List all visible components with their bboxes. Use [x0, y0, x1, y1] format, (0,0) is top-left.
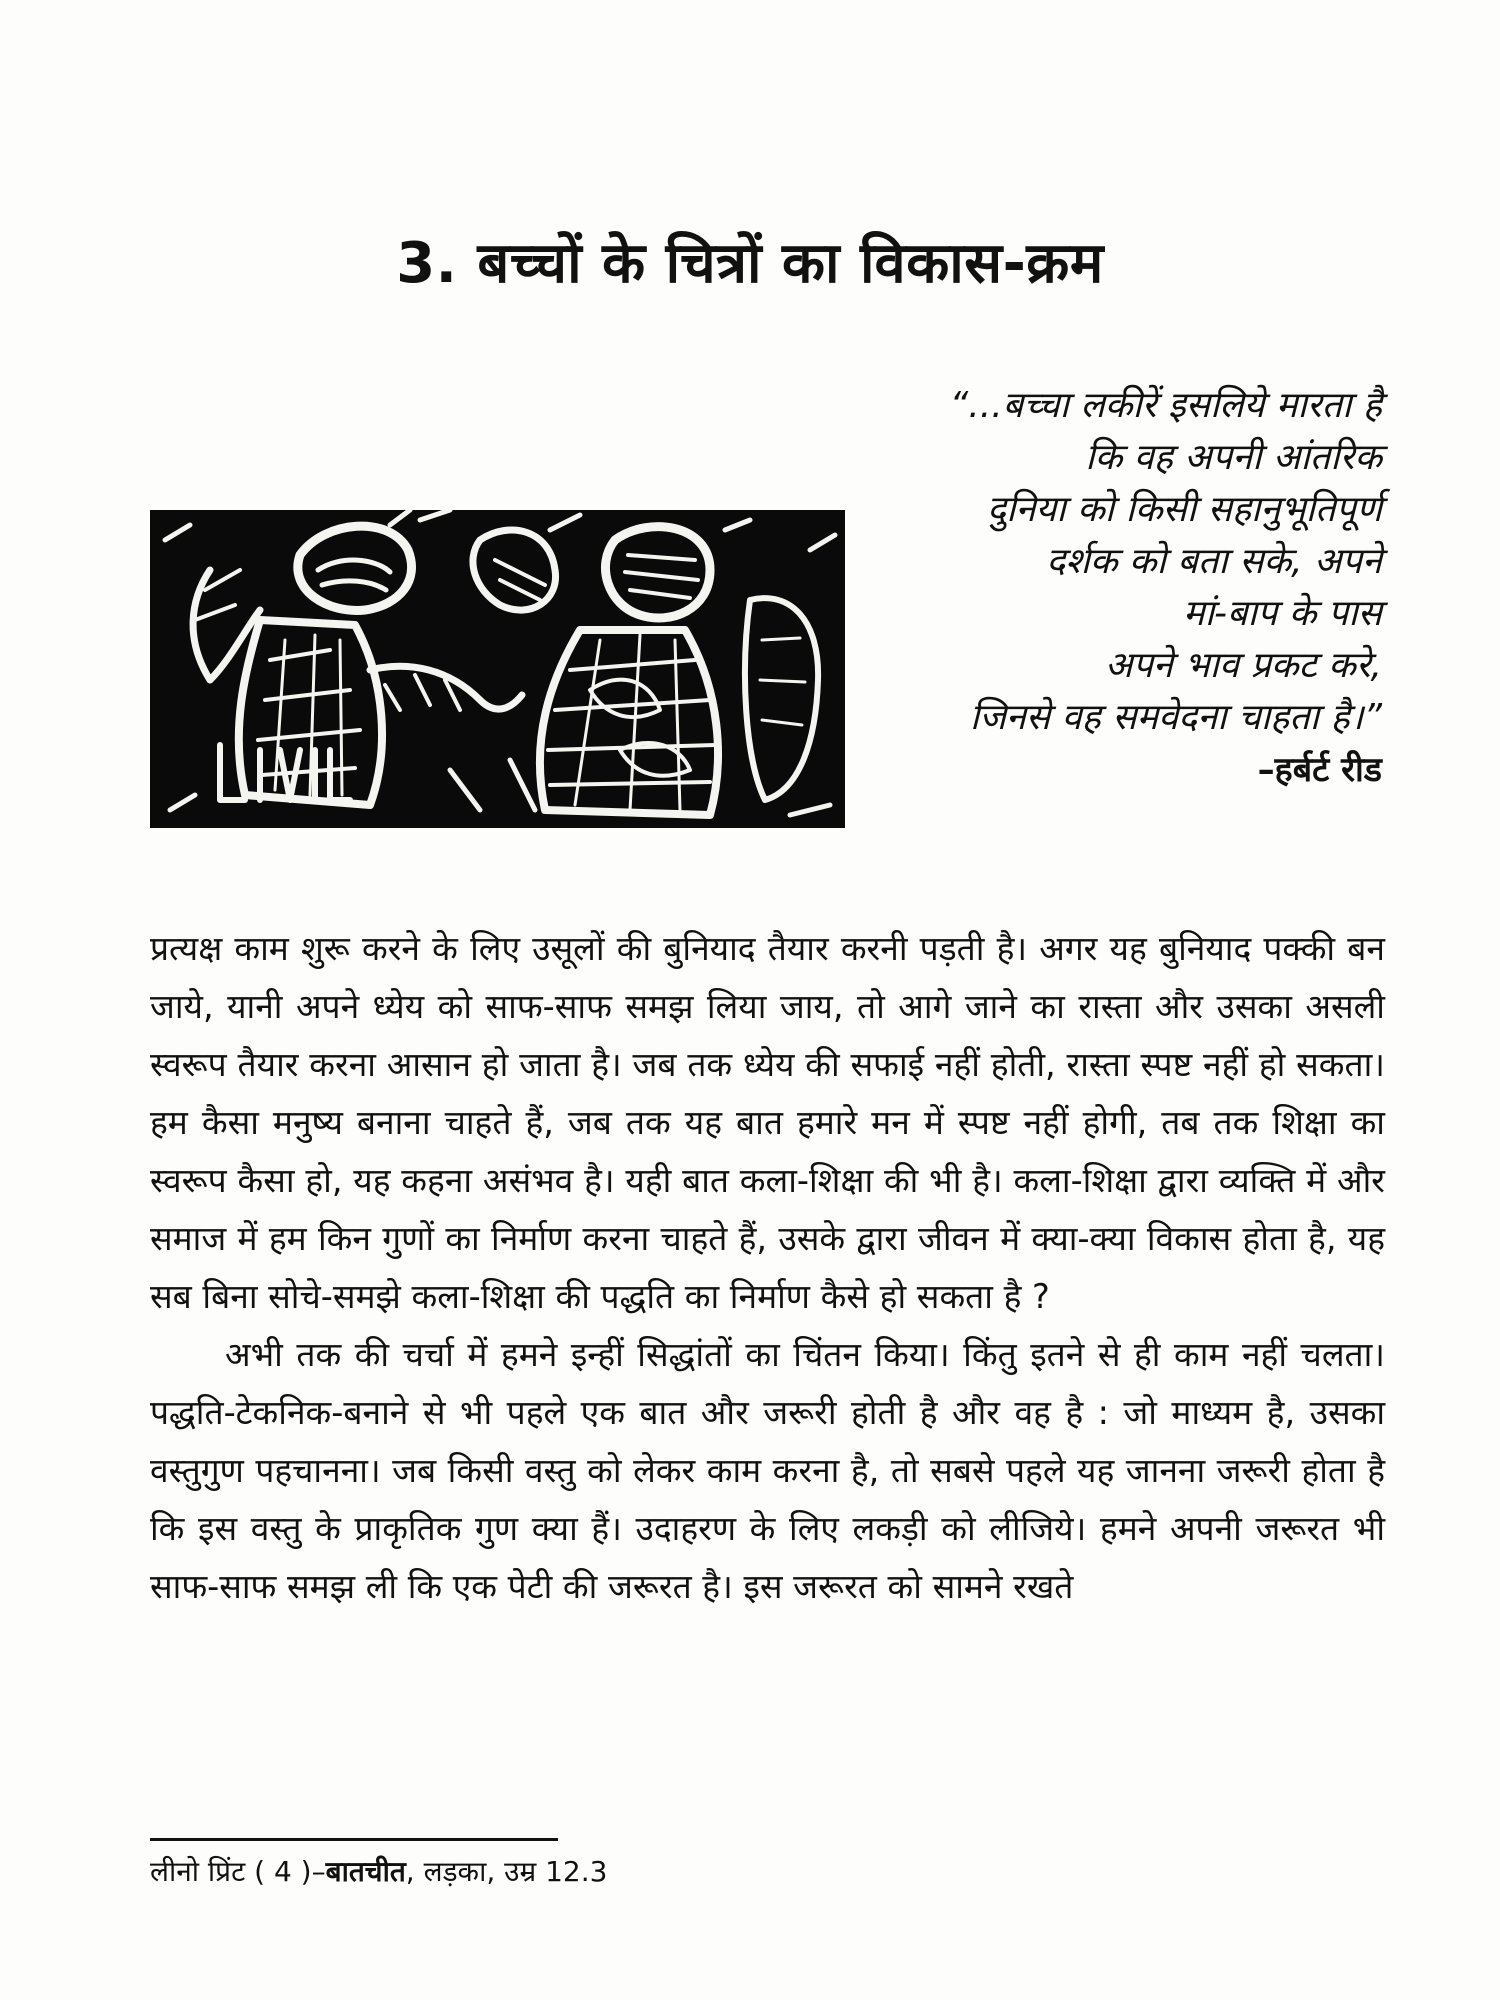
- caption-prefix: लीनो प्रिंट ( 4 )–: [150, 1855, 326, 1888]
- quote-line: मां-बाप के पास: [1183, 593, 1382, 634]
- body-text: [150, 920, 1385, 1616]
- quote-attribution: –हर्बर्ट रीड: [1257, 750, 1382, 790]
- quote-line: दर्शक को बता सके, अपने: [1046, 541, 1382, 582]
- lino-print-artwork: [150, 510, 845, 828]
- paragraph: अभी तक की चर्चा में हमने इन्हीं सिद्धांतों का चिंतन किया। किंतु इतने से ही काम नहीं चलता। पद्धति-टेकनिक-बनाने से भी पहले एक बात और जरूरी होती है और वह है : जो माध्यम है, उसका वस्तुगुण पहचानना। जब किसी वस्तु को लेकर काम करना है, तो सबसे पहले यह जानना जरूरी होता है कि इस वस्तु के प्राकृतिक गुण क्या हैं। उदाहरण के लिए लकड़ी को लीजिये। हमने अपनी जरूरत भी साफ-साफ समझ ली कि एक पेटी की जरूरत है। इस जरूरत को सामने रखते: [150, 1335, 1385, 1606]
- quote-line: दुनिया को किसी सहानुभूतिपूर्ण: [987, 489, 1382, 530]
- quote-line: कि वह अपनी आंतरिक: [1085, 437, 1382, 478]
- figure-caption: [150, 1852, 607, 1890]
- chapter-title: 3. बच्चों के चित्रों का विकास-क्रम: [396, 230, 1104, 296]
- quote-line: अपने भाव प्रकट करे,: [1104, 645, 1382, 686]
- caption-title: बातचीत: [325, 1855, 406, 1888]
- caption-details: , लड़का, उम्र 12.3: [405, 1855, 608, 1888]
- quote-line: जिनसे वह समवेदना चाहता है।”: [969, 697, 1382, 738]
- footnote-divider: [150, 1838, 558, 1841]
- epigraph-quote: [742, 380, 1382, 796]
- quote-line: “...बच्चा लकीरें इसलिये मारता है: [949, 385, 1382, 426]
- paragraph: प्रत्यक्ष काम शुरू करने के लिए उसूलों की बुनियाद तैयार करनी पड़ती है। अगर यह बुनियाद पक्की बन जाये, यानी अपने ध्येय को साफ-साफ समझ लिया जाय, तो आगे जाने का रास्ता और उसका असली स्वरूप तैयार करना आसान हो जाता है। जब तक ध्येय की सफाई नहीं होती, रास्ता स्पष्ट नहीं हो सकता। हम कैसा मनुष्य बनाना चाहते हैं, जब तक यह बात हमारे मन में स्पष्ट नहीं होगी, तब तक शिक्षा का स्वरूप कैसा हो, यह कहना असंभव है। यही बात कला-शिक्षा की भी है। कला-शिक्षा द्वारा व्यक्ति में और समाज में हम किन गुणों का निर्माण करना चाहते हैं, उसके द्वारा जीवन में क्या-क्या विकास होता है, यह सब बिना सोचे-समझे कला-शिक्षा की पद्धति का निर्माण कैसे हो सकता है ?: [150, 929, 1385, 1316]
